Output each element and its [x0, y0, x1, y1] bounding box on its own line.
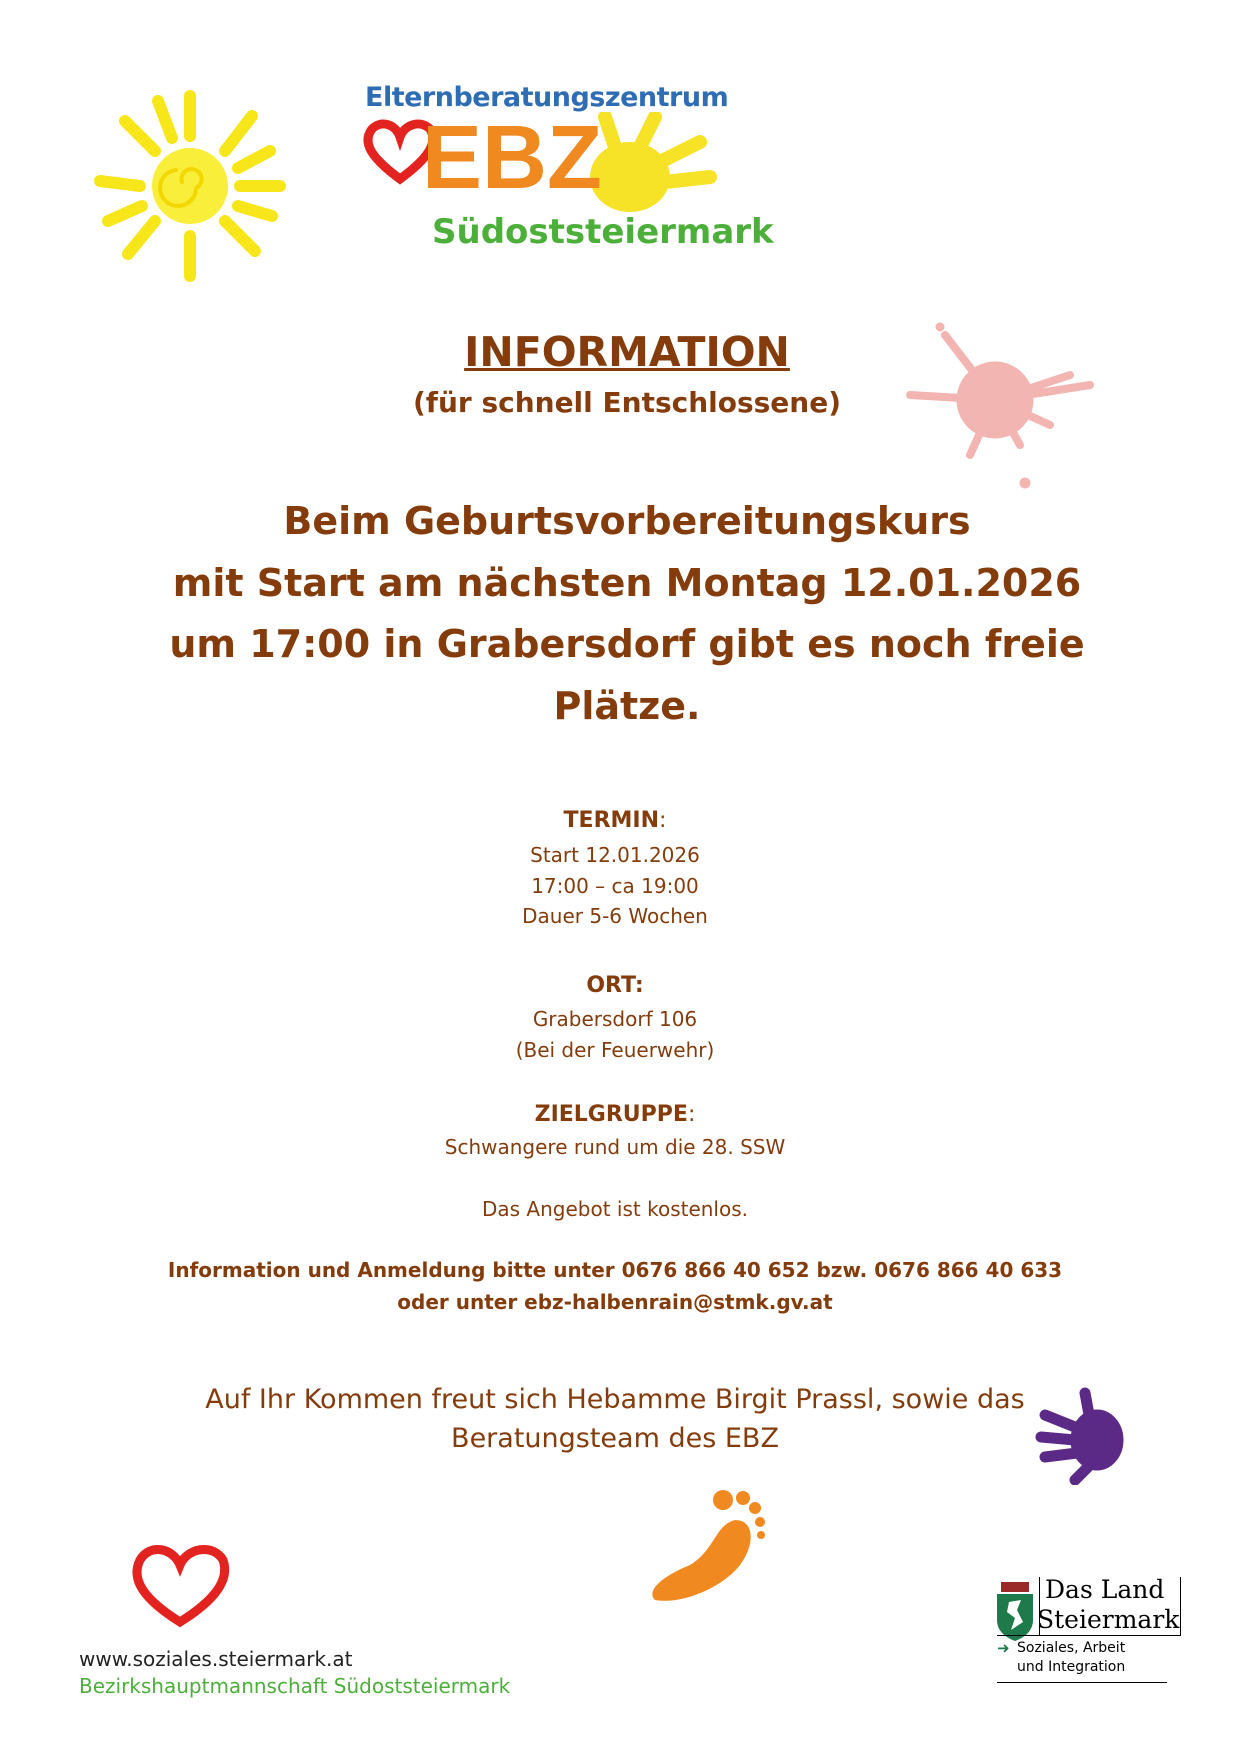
footer-authority: Bezirkshauptmannschaft Südoststeiermark: [79, 1674, 511, 1698]
closing-line-1: Auf Ihr Kommen freut sich Hebamme Birgit Prassl, sowie das: [205, 1384, 1025, 1415]
footer-website[interactable]: www.soziales.steiermark.at: [79, 1647, 353, 1671]
zielgruppe-label: [0, 1102, 1235, 1127]
ort-line: (Bei der Feuerwehr): [515, 1038, 715, 1062]
termin-line: Dauer 5-6 Wochen: [522, 904, 708, 928]
ort-line: Grabersdorf 106: [532, 1007, 698, 1031]
ort-label: ORT:: [586, 973, 644, 998]
logo-line1: Elternberatungszentrum: [365, 82, 729, 113]
headline-line-4: Plätze.: [553, 684, 701, 728]
headline-line-1: Beim Geburtsvorbereitungskurs: [283, 499, 971, 543]
red-heart-icon: [125, 1540, 235, 1630]
ebz-logo: [360, 82, 820, 262]
logo-ebz: EBZ: [422, 108, 602, 208]
subtitle: (für schnell Entschlossene): [412, 386, 842, 419]
sun-icon: [90, 86, 290, 286]
closing-line-2: Beratungsteam des EBZ: [451, 1423, 779, 1454]
land-logo-dept1: Soziales, Arbeit: [1017, 1640, 1126, 1656]
termin-label: [0, 808, 1235, 833]
title: INFORMATION: [464, 328, 790, 376]
land-steiermark-logo: [995, 1575, 1180, 1705]
arrow-right-icon: ➜: [997, 1639, 1010, 1657]
purple-handprint-icon: [1035, 1385, 1135, 1485]
land-logo-dept2: und Integration: [1017, 1659, 1126, 1675]
land-logo-line1: Das Land: [1045, 1575, 1165, 1604]
headline-line-3: um 17:00 in Grabersdorf gibt es noch freie: [169, 622, 1085, 666]
termin-line: 17:00 – ca 19:00: [531, 874, 699, 898]
zielgruppe-colon: :: [687, 1102, 696, 1127]
contact-phone: Information und Anmeldung bitte unter 0676 866 40 652 bzw. 0676 866 40 633: [167, 1258, 1063, 1282]
zielgruppe-label-text: ZIELGRUPPE: [534, 1102, 688, 1127]
pink-paint-splash-icon: [900, 315, 1100, 495]
termin-line: Start 12.01.2026: [530, 843, 700, 867]
orange-footprint-icon: [645, 1480, 775, 1610]
land-logo-line2: Steiermark: [1037, 1605, 1180, 1634]
divider: [997, 1635, 1167, 1636]
contact-email: oder unter ebz-halbenrain@stmk.gv.at: [397, 1290, 833, 1314]
divider: [997, 1682, 1167, 1683]
zielgruppe-line: Schwangere rund um die 28. SSW: [444, 1135, 786, 1159]
headline-line-2: mit Start am nächsten Montag 12.01.2026: [172, 561, 1082, 605]
termin-label-text: TERMIN: [563, 808, 660, 833]
logo-line3: Südoststeiermark: [432, 212, 774, 252]
steiermark-coat-of-arms-icon: [995, 1580, 1035, 1642]
free-of-charge-note: Das Angebot ist kostenlos.: [481, 1197, 748, 1221]
termin-colon: :: [659, 808, 667, 833]
